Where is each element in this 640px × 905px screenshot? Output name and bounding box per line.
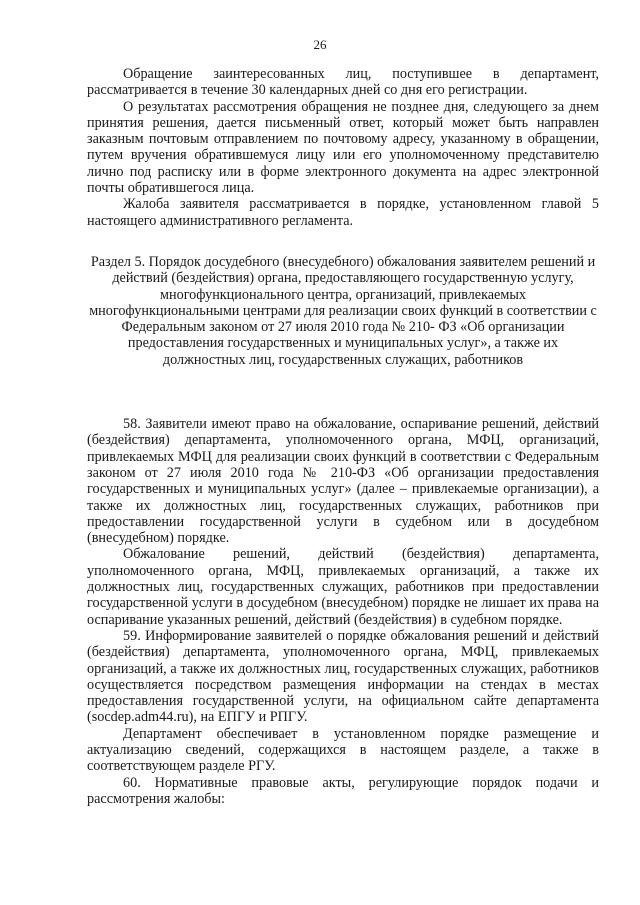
paragraph-58: 58. Заявители имеют право на обжалование, оспаривание решений, действий (бездействия) департамента, уполномоченного органа, МФЦ, организаций, привлекаемых МФЦ для реализации своих функций в соответствии с Федеральным законом от 27 июля 2010 года № 210-ФЗ «Об организации предоставления государственных и муниципальных услуг» (далее – привлекаемые организации), а также их должностных лиц, государственных служащих, работников при предоставлении государственной услуги в судебном или в досудебном (внесудебном) порядке. [87,416,599,547]
document-body [87,66,599,807]
paragraph-department-publishes: Департамент обеспечивает в установленном порядке размещение и актуализацию сведений, содержащихся в настоящем разделе, а также в соответствующем разделе РГУ. [87,725,599,775]
page-number: 26 [313,37,327,52]
paragraph-appeal-review-term: Обращение заинтересованных лиц, поступившее в департамент, рассматривается в течение 30 календарных дней со дня его регистрации. [87,66,599,99]
section-5-heading: Раздел 5. Порядок досудебного (внесудебного) обжалования заявителем решений и действий (бездействия) органа, предоставляющего государственную услугу, многофункционального центра, организаций, привлекаемых многофункциональными центрами для реализации своих функций в соответствии с Федеральным законом от 27 июля 2010 года № 210- ФЗ «Об организации предоставления государственных и муниципальных услуг», а также их должностных лиц, государственных служащих, работников [89,253,597,368]
paragraph-60: 60. Нормативные правовые акты, регулирующие порядок подачи и рассмотрения жалобы: [87,774,599,807]
paragraph-review-results: О результатах рассмотрения обращения не позднее дня, следующего за днем принятия решения, дается письменный ответ, который может быть направлен заказным почтовым отправлением по почтовому адресу, указанному в обращении, путем вручения обратившемуся лицу или его уполномоченному представителю лично под расписку или в форме электронного документа на адрес электронной почты обратившегося лица. [87,98,599,197]
section-spacer [87,368,599,416]
paragraph-appeal-rights: Обжалование решений, действий (бездействия) департамента, уполномоченного органа, МФЦ, привлекаемых организаций, а также их должностных лиц, государственных служащих, работников при предоставлении государственной услуги в досудебном (внесудебном) порядке не лишает их права на оспаривание указанных решений, действий (бездействия) в судебном порядке. [87,546,599,628]
paragraph-complaint-procedure: Жалоба заявителя рассматривается в порядке, установленном главой 5 настоящего административного регламента. [87,196,599,229]
paragraph-59: 59. Информирование заявителей о порядке обжалования решений и действий (бездействия) департамента, уполномоченного органа, МФЦ, привлекаемых организаций, а также их должностных лиц, государственных служащих, работников осуществляется посредством размещения информации на стендах в местах предоставления государственной услуги, на официальном сайте департамента (socdep.adm44.ru), на ЕПГУ и РПГУ. [87,627,599,726]
